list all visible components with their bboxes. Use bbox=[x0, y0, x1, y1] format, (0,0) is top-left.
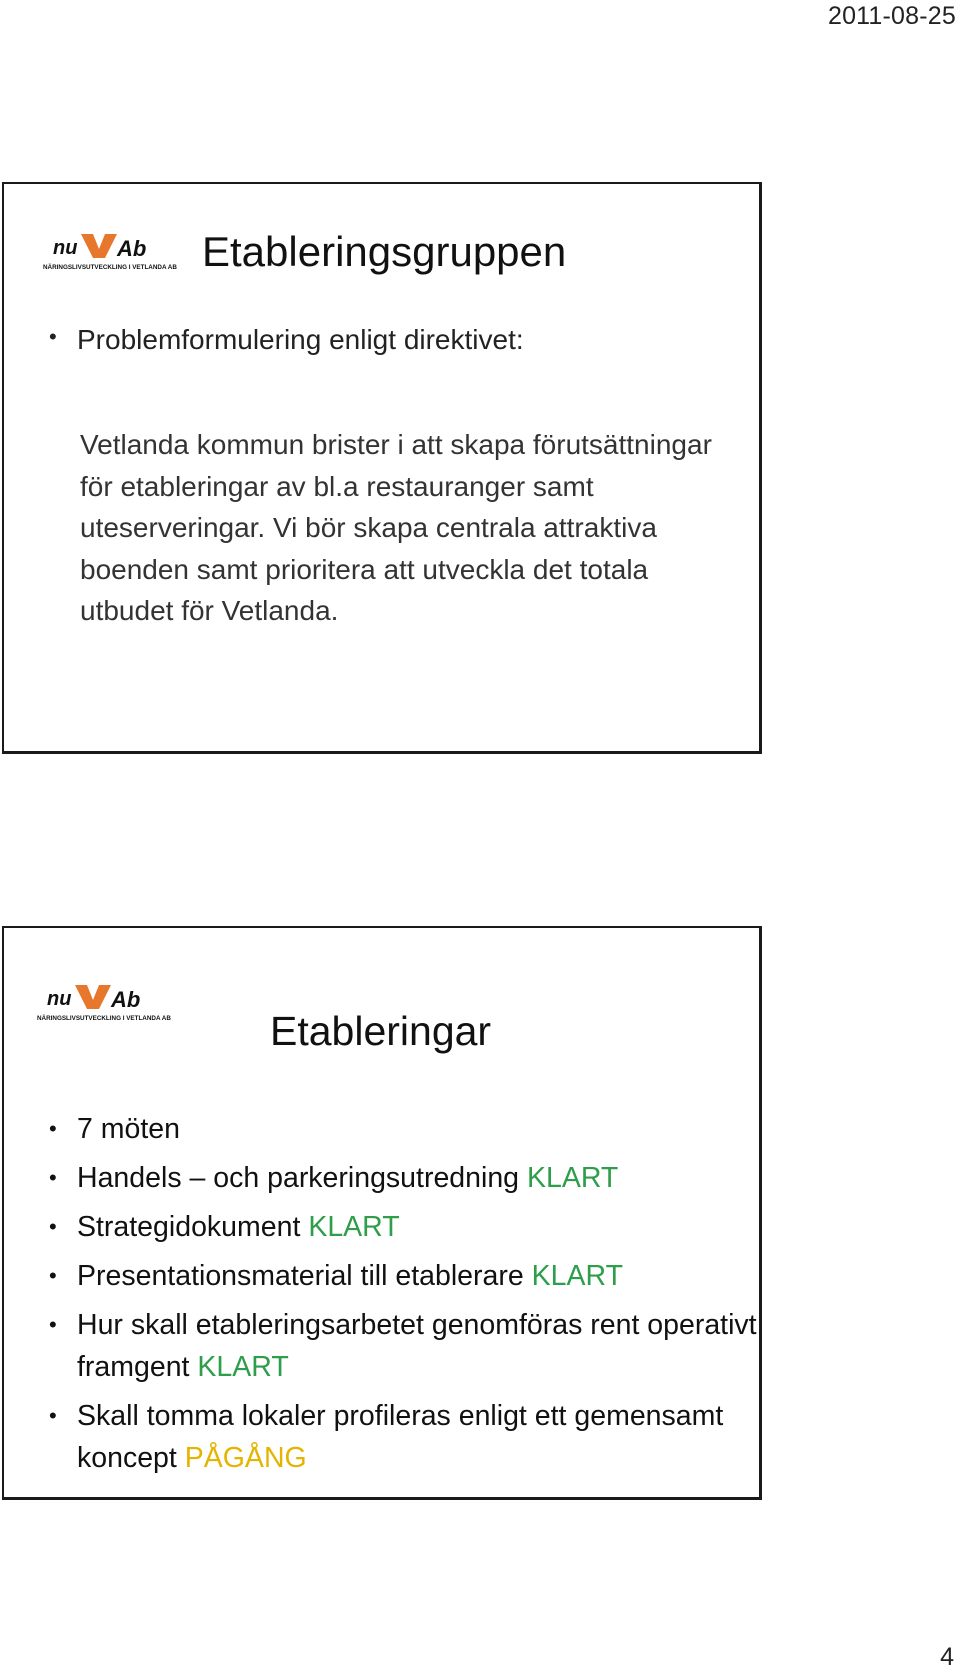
bullet-icon: • bbox=[49, 324, 57, 349]
status-label: KLART bbox=[531, 1260, 623, 1292]
logo-n-u: nu bbox=[53, 237, 78, 259]
bullet-list bbox=[4, 324, 524, 356]
slide-etableringar bbox=[2, 926, 762, 1500]
status-label: KLART bbox=[526, 1162, 619, 1194]
status-label: PÅGÅNG bbox=[184, 1442, 307, 1474]
list-item bbox=[4, 1304, 759, 1388]
bullet-icon: • bbox=[49, 1403, 57, 1428]
slide-etableringsgruppen bbox=[2, 182, 762, 754]
bullet-icon: • bbox=[49, 1214, 57, 1239]
logo-tagline: NÄRINGSLIVSUTVECKLING I VETLANDA AB bbox=[37, 1015, 171, 1022]
bullet-icon: • bbox=[49, 1263, 57, 1288]
page-date: 2011-08-25 bbox=[827, 2, 956, 30]
problem-paragraph: Vetlanda kommun brister i att skapa förutsättningar för etableringar av bl.a restauranger samt uteserveringar. Vi bör skapa centrala attraktiva boenden samt prioritera att utveckla det totala utbudet för Vetlanda. bbox=[80, 429, 712, 626]
list-item bbox=[4, 1255, 759, 1297]
logo-v-mark bbox=[81, 234, 117, 258]
logo-n-u: nu bbox=[47, 988, 72, 1010]
status-label: KLART bbox=[308, 1211, 400, 1243]
list-item bbox=[4, 324, 524, 356]
bullet-icon: • bbox=[49, 1312, 57, 1337]
nuvab-logo bbox=[35, 980, 177, 1024]
logo-tagline: NÄRINGSLIVSUTVECKLING I VETLANDA AB bbox=[43, 264, 177, 271]
list-item bbox=[4, 1157, 759, 1199]
slide-title: Etableringar bbox=[270, 1008, 492, 1054]
list-item bbox=[4, 1206, 759, 1248]
logo-a-b: Ab bbox=[117, 236, 147, 261]
logo-a-b: Ab bbox=[111, 987, 141, 1012]
item-text: Hur skall etableringsarbetet genomföras rent operativt framgent bbox=[77, 1309, 757, 1383]
item-text: Handels – och parkeringsutredning bbox=[77, 1162, 527, 1194]
bullet-list bbox=[4, 1108, 759, 1486]
logo-v-mark bbox=[75, 985, 111, 1009]
status-label: KLART bbox=[197, 1351, 289, 1383]
bullet-text: Problemformulering enligt direktivet: bbox=[77, 324, 524, 355]
slide-title: Etableringsgruppen bbox=[202, 228, 567, 275]
bullet-icon: • bbox=[49, 1116, 57, 1141]
item-text: Skall tomma lokaler profileras enligt ett gemensamt koncept bbox=[77, 1400, 724, 1474]
item-text: 7 möten bbox=[77, 1113, 180, 1145]
item-text: Strategidokument bbox=[77, 1211, 309, 1243]
nuvab-logo bbox=[41, 229, 183, 273]
page-number: 4 bbox=[940, 1643, 954, 1671]
list-item bbox=[4, 1108, 759, 1150]
list-item bbox=[4, 1395, 759, 1479]
bullet-icon: • bbox=[49, 1165, 57, 1190]
item-text: Presentationsmaterial till etablerare bbox=[77, 1260, 532, 1292]
